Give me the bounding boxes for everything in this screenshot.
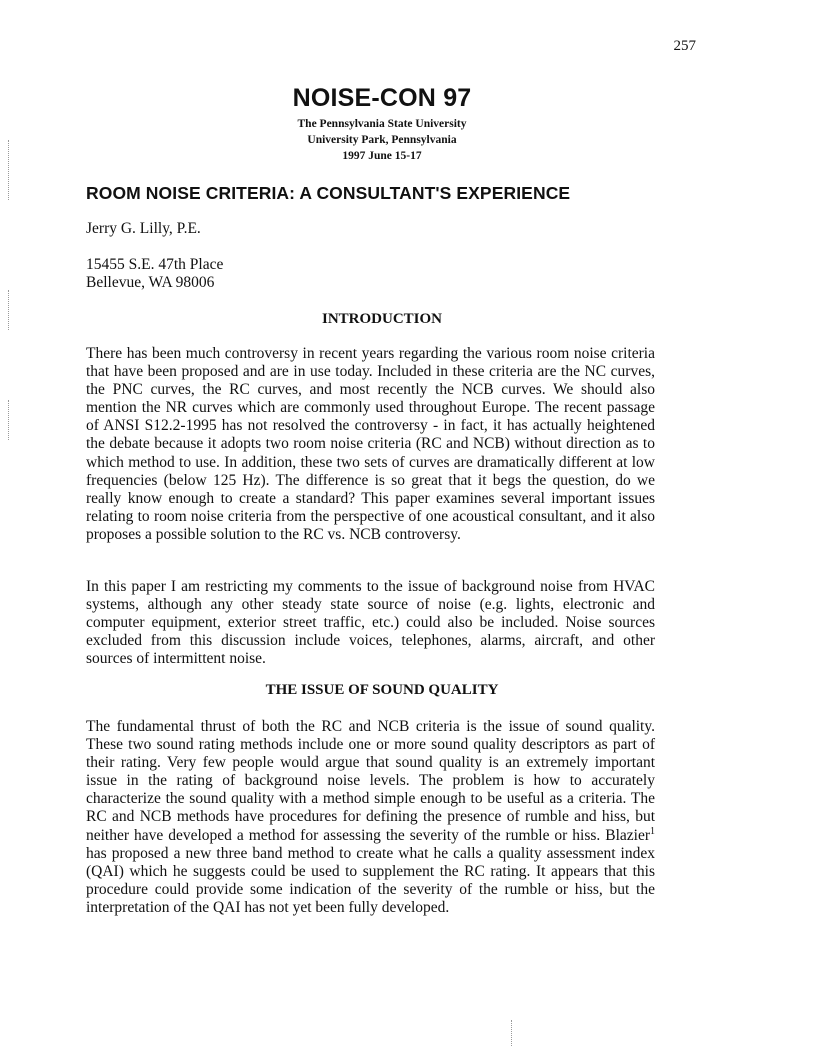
scan-margin-marks-middle	[8, 290, 11, 330]
intro-paragraph-2: In this paper I am restricting my comments to the issue of background noise from HVAC systems, although any other steady state source of noise (e.g. lights, electronic and computer equipment, exterior street traffic, etc.) could also be included. Noise sources excluded from this discussion include voices, telephones, alarms, aircraft, and other sources of intermittent noise.	[86, 578, 655, 668]
scan-mark-bottom	[511, 1020, 514, 1046]
sound-quality-text-b: has proposed a new three band method to create what he calls a quality assessment index (QAI) which he suggests could be used to supplement the RC rating. It appears that this procedure could provide some indication of the severity of the rumble or hiss, but the interpretation of the QAI has not yet been fully developed.	[86, 844, 655, 916]
address-line-2: Bellevue, WA 98006	[86, 274, 215, 291]
sound-quality-paragraph	[86, 718, 655, 917]
scan-margin-marks-lower	[8, 400, 11, 440]
address-line-1: 15455 S.E. 47th Place	[86, 256, 224, 273]
heading-introduction: INTRODUCTION	[321, 311, 442, 327]
conference-location: University Park, Pennsylvania	[307, 134, 457, 146]
conference-title: NOISE-CON 97	[292, 84, 472, 112]
scan-margin-marks-top	[8, 140, 11, 200]
page-number: 257	[673, 38, 696, 54]
heading-sound-quality: THE ISSUE OF SOUND QUALITY	[265, 682, 499, 698]
conference-date: 1997 June 15-17	[342, 150, 422, 162]
sound-quality-text-a: The fundamental thrust of both the RC and NCB criteria is the issue of sound quality. These two sound rating methods include one or more sound quality descriptors as part of their rating. Very few people would argue that sound quality is an extremely important issue in the rating of background noise levels. The problem is how to accurately characterize the sound quality with a method simple enough to be useful as a criteria. The RC and NCB methods have procedures for defining the presence of rumble and hiss, but neither have developed a method for assessing the severity of the rumble or hiss. Blazier	[86, 718, 655, 844]
footnote-reference: 1	[650, 825, 655, 837]
author-name: Jerry G. Lilly, P.E.	[86, 220, 201, 237]
paper-title: ROOM NOISE CRITERIA: A CONSULTANT'S EXPERIENCE	[86, 183, 571, 203]
intro-paragraph-1: There has been much controversy in recent years regarding the various room noise criteria that have been proposed and are in use today. Included in these criteria are the NC curves, the PNC curves, the RC curves, and most recently the NCB curves. We should also mention the NR curves which are commonly used throughout Europe. The recent passage of ANSI S12.2-1995 has not resolved the controversy - in fact, it has actually heightened the debate because it adopts two room noise criteria (RC and NCB) without direction as to which method to use. In addition, these two sets of curves are dramatically different at low frequencies (below 125 Hz). The difference is so great that it begs the question, do we really know enough to create a standard? This paper examines several important issues relating to room noise criteria from the perspective of one acoustical consultant, and it also proposes a possible solution to the RC vs. NCB controversy.	[86, 345, 655, 543]
conference-university: The Pennsylvania State University	[297, 118, 467, 130]
